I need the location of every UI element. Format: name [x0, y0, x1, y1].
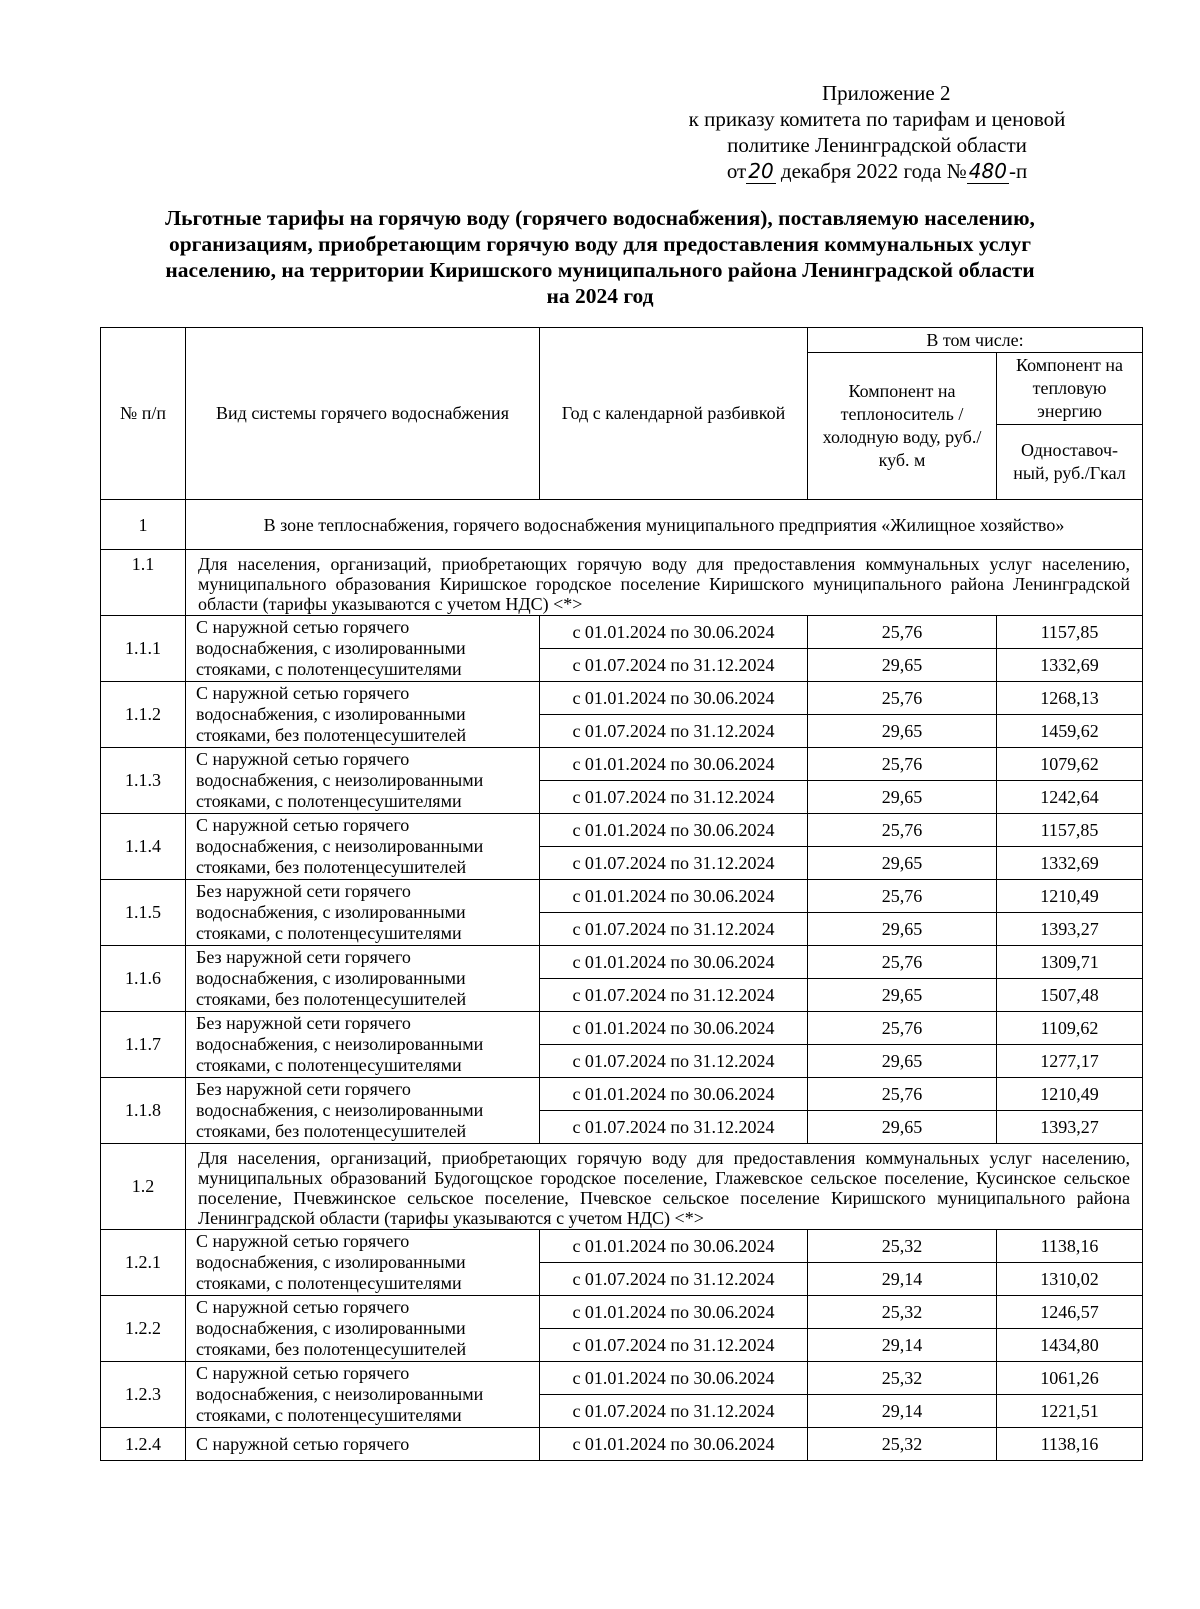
- header-including: В том числе:: [808, 328, 1143, 353]
- section-title: В зоне теплоснабжения, горячего водоснабжения муниципального предприятия «Жилищное хозяйство»: [186, 500, 1143, 550]
- energy-value: 1079,62: [997, 748, 1143, 781]
- energy-value: 1507,48: [997, 979, 1143, 1012]
- date-prefix: от: [726, 159, 747, 183]
- period-cell: с 01.07.2024 по 31.12.2024: [540, 649, 808, 682]
- system-kind: Без наружной сети горячего водоснабжения, с неизолированными стояками, без полотенцесушителей: [186, 1078, 540, 1144]
- system-kind: С наружной сетью горячего водоснабжения, с неизолированными стояками, с полотенцесушителями: [186, 1362, 540, 1428]
- table-row: [101, 748, 1143, 781]
- header-single-rate: Одноставоч-ный, руб./Гкал: [997, 425, 1143, 500]
- system-kind: С наружной сетью горячего водоснабжения, с изолированными стояками, без полотенцесушителей: [186, 1296, 540, 1362]
- header-thermal-energy: Компонент на тепловую энергию: [997, 353, 1143, 425]
- group-row: [101, 550, 1143, 616]
- carrier-value: 25,76: [808, 748, 997, 781]
- system-kind: С наружной сетью горячего водоснабжения, с изолированными стояками, с полотенцесушителями: [186, 616, 540, 682]
- system-kind: Без наружной сети горячего водоснабжения, с изолированными стояками, без полотенцесушителей: [186, 946, 540, 1012]
- system-kind: С наружной сетью горячего: [186, 1428, 540, 1461]
- energy-value: 1138,16: [997, 1428, 1143, 1461]
- carrier-value: 29,65: [808, 1045, 997, 1078]
- period-cell: с 01.07.2024 по 31.12.2024: [540, 781, 808, 814]
- period-cell: с 01.01.2024 по 30.06.2024: [540, 748, 808, 781]
- period-cell: с 01.07.2024 по 31.12.2024: [540, 847, 808, 880]
- appendix-header: [642, 80, 1112, 184]
- energy-value: 1109,62: [997, 1012, 1143, 1045]
- table-body: [101, 500, 1143, 1461]
- period-cell: с 01.07.2024 по 31.12.2024: [540, 1395, 808, 1428]
- date-middle: декабря 2022 года №: [780, 159, 967, 183]
- carrier-value: 29,65: [808, 649, 997, 682]
- header-year: Год с календарной разбивкой: [540, 328, 808, 500]
- table-row: [101, 1230, 1143, 1263]
- carrier-value: 25,76: [808, 946, 997, 979]
- system-kind: С наружной сетью горячего водоснабжения, с неизолированными стояками, с полотенцесушителями: [186, 748, 540, 814]
- section-row: [101, 500, 1143, 550]
- group-row: [101, 1144, 1143, 1230]
- carrier-value: 25,32: [808, 1230, 997, 1263]
- order-suffix: -п: [1008, 159, 1028, 183]
- period-cell: с 01.01.2024 по 30.06.2024: [540, 616, 808, 649]
- table-row: [101, 1428, 1143, 1461]
- carrier-value: 29,14: [808, 1263, 997, 1296]
- group-description: Для населения, организаций, приобретающих горячую воду для предоставления коммунальных услуг населению, муниципальных образований Будогощское городское поселение, Глажевское сельское поселение, Кусинское сельское поселение, Пчевжинское сельское поселение, Пчевское сельское поселение Киришского муниципального района Ленинградской области (тарифы указываются с учетом НДС) <*>: [186, 1144, 1143, 1230]
- system-kind: С наружной сетью горячего водоснабжения, с изолированными стояками, без полотенцесушителей: [186, 682, 540, 748]
- row-num: 1.1.2: [101, 682, 186, 748]
- carrier-value: 25,76: [808, 814, 997, 847]
- appendix-line-3: политике Ленинградской области: [727, 133, 1027, 157]
- header-heat-carrier: Компонент на теплоноситель /холодную воду, руб./куб. м: [808, 353, 997, 500]
- period-cell: с 01.01.2024 по 30.06.2024: [540, 1078, 808, 1111]
- header-system: Вид системы горячего водоснабжения: [186, 328, 540, 500]
- row-num: 1.1.5: [101, 880, 186, 946]
- carrier-value: 25,76: [808, 1078, 997, 1111]
- carrier-value: 29,65: [808, 847, 997, 880]
- table-row: [101, 946, 1143, 979]
- row-num: 1.1.4: [101, 814, 186, 880]
- carrier-value: 29,14: [808, 1395, 997, 1428]
- group-num: 1.1: [101, 550, 186, 616]
- table-row: [101, 1012, 1143, 1045]
- energy-value: 1332,69: [997, 847, 1143, 880]
- appendix-date-line: [642, 158, 1112, 184]
- energy-value: 1459,62: [997, 715, 1143, 748]
- title-line: населению, на территории Киришского муниципального района Ленинградской области: [165, 258, 1035, 282]
- energy-value: 1138,16: [997, 1230, 1143, 1263]
- row-num: 1.2.3: [101, 1362, 186, 1428]
- period-cell: с 01.01.2024 по 30.06.2024: [540, 1428, 808, 1461]
- table-row: [101, 616, 1143, 649]
- period-cell: с 01.01.2024 по 30.06.2024: [540, 946, 808, 979]
- section-num: 1: [101, 500, 186, 550]
- period-cell: с 01.07.2024 по 31.12.2024: [540, 1045, 808, 1078]
- system-kind: С наружной сетью горячего водоснабжения, с неизолированными стояками, без полотенцесушителей: [186, 814, 540, 880]
- carrier-value: 25,76: [808, 1012, 997, 1045]
- period-cell: с 01.01.2024 по 30.06.2024: [540, 682, 808, 715]
- carrier-value: 29,14: [808, 1329, 997, 1362]
- carrier-value: 25,76: [808, 880, 997, 913]
- period-cell: с 01.07.2024 по 31.12.2024: [540, 715, 808, 748]
- period-cell: с 01.07.2024 по 31.12.2024: [540, 913, 808, 946]
- carrier-value: 29,65: [808, 1111, 997, 1144]
- table-row: [101, 880, 1143, 913]
- period-cell: с 01.01.2024 по 30.06.2024: [540, 1230, 808, 1263]
- table-row: [101, 1362, 1143, 1395]
- table-row: [101, 1296, 1143, 1329]
- period-cell: с 01.01.2024 по 30.06.2024: [540, 1296, 808, 1329]
- system-kind: С наружной сетью горячего водоснабжения, с изолированными стояками, с полотенцесушителями: [186, 1230, 540, 1296]
- appendix-line-2: к приказу комитета по тарифам и ценовой: [688, 107, 1066, 131]
- system-kind: Без наружной сети горячего водоснабжения, с неизолированными стояками, с полотенцесушителями: [186, 1012, 540, 1078]
- carrier-value: 25,76: [808, 616, 997, 649]
- energy-value: 1434,80: [997, 1329, 1143, 1362]
- table-row: [101, 682, 1143, 715]
- system-kind: Без наружной сети горячего водоснабжения, с изолированными стояками, с полотенцесушителями: [186, 880, 540, 946]
- header-num: № п/п: [101, 328, 186, 500]
- carrier-value: 29,65: [808, 979, 997, 1012]
- row-num: 1.1.7: [101, 1012, 186, 1078]
- energy-value: 1393,27: [997, 913, 1143, 946]
- row-num: 1.2.2: [101, 1296, 186, 1362]
- table-row: [101, 1078, 1143, 1111]
- row-num: 1.1.3: [101, 748, 186, 814]
- row-num: 1.2.4: [101, 1428, 186, 1461]
- row-num: 1.1.8: [101, 1078, 186, 1144]
- group-num: 1.2: [101, 1144, 186, 1230]
- energy-value: 1268,13: [997, 682, 1143, 715]
- period-cell: с 01.07.2024 по 31.12.2024: [540, 1263, 808, 1296]
- energy-value: 1332,69: [997, 649, 1143, 682]
- group-description: Для населения, организаций, приобретающих горячую воду для предоставления коммунальных услуг населению, муниципального образования Киришское городское поселение Киришского муниципального района Ленинградской области (тарифы указываются с учетом НДС) <*>: [186, 550, 1143, 616]
- title-line: Льготные тарифы на горячую воду (горячего водоснабжения), поставляемую населению,: [165, 206, 1035, 230]
- energy-value: 1210,49: [997, 880, 1143, 913]
- title-line: организациям, приобретающим горячую воду для предоставления коммунальных услуг: [168, 232, 1032, 256]
- period-cell: с 01.07.2024 по 31.12.2024: [540, 1111, 808, 1144]
- energy-value: 1157,85: [997, 814, 1143, 847]
- carrier-value: 29,65: [808, 715, 997, 748]
- energy-value: 1393,27: [997, 1111, 1143, 1144]
- row-num: 1.2.1: [101, 1230, 186, 1296]
- period-cell: с 01.07.2024 по 31.12.2024: [540, 1329, 808, 1362]
- energy-value: 1210,49: [997, 1078, 1143, 1111]
- period-cell: с 01.01.2024 по 30.06.2024: [540, 1012, 808, 1045]
- carrier-value: 29,65: [808, 913, 997, 946]
- period-cell: с 01.01.2024 по 30.06.2024: [540, 814, 808, 847]
- energy-value: 1157,85: [997, 616, 1143, 649]
- appendix-title: Приложение 2: [822, 81, 951, 105]
- energy-value: 1242,64: [997, 781, 1143, 814]
- handwritten-order-number: 480: [968, 159, 1007, 183]
- period-cell: с 01.01.2024 по 30.06.2024: [540, 1362, 808, 1395]
- document-title: [100, 205, 1100, 309]
- tariff-table: [100, 327, 1143, 1461]
- period-cell: с 01.07.2024 по 31.12.2024: [540, 979, 808, 1012]
- carrier-value: 29,65: [808, 781, 997, 814]
- handwritten-day: 20: [748, 159, 774, 183]
- energy-value: 1061,26: [997, 1362, 1143, 1395]
- energy-value: 1221,51: [997, 1395, 1143, 1428]
- energy-value: 1277,17: [997, 1045, 1143, 1078]
- carrier-value: 25,32: [808, 1428, 997, 1461]
- period-cell: с 01.01.2024 по 30.06.2024: [540, 880, 808, 913]
- table-row: [101, 814, 1143, 847]
- carrier-value: 25,76: [808, 682, 997, 715]
- row-num: 1.1.6: [101, 946, 186, 1012]
- energy-value: 1309,71: [997, 946, 1143, 979]
- carrier-value: 25,32: [808, 1296, 997, 1329]
- title-line: на 2024 год: [546, 284, 654, 308]
- energy-value: 1246,57: [997, 1296, 1143, 1329]
- row-num: 1.1.1: [101, 616, 186, 682]
- carrier-value: 25,32: [808, 1362, 997, 1395]
- energy-value: 1310,02: [997, 1263, 1143, 1296]
